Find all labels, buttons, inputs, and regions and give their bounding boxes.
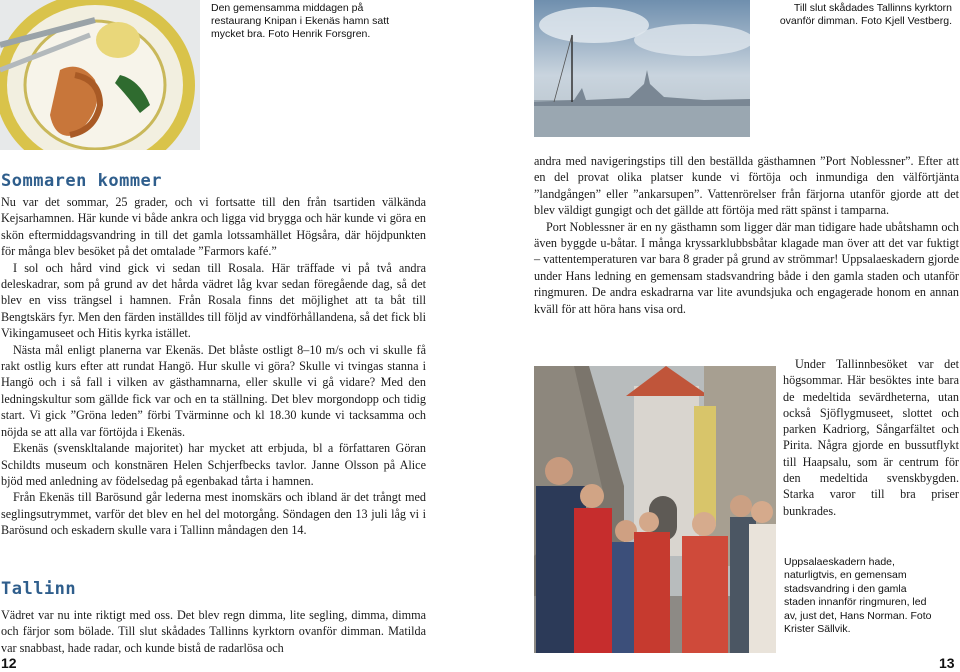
skyline-caption: Till slut skådades Tallinns kyrktorn ovanför dimman. Foto Kjell Vestberg. — [779, 2, 952, 27]
food-photo-illustration — [0, 0, 200, 150]
paragraph: Från Ekenäs till Barösund går lederna mest inomskärs och ibland är det trångt med seglingsutrymmet, varför det blev en hel del motorgång. Söndagen den 13 juli låg vi i Barösund och eskadern skulle vara i Tallinn måndagen den 14. — [1, 490, 426, 538]
heading-tallinn: Tallinn — [1, 579, 77, 599]
skyline-illustration — [534, 0, 750, 137]
group-photo — [534, 366, 776, 653]
paragraph: andra med navigeringstips till den beställda gästhamnen ”Port Noblessner”. Efter att en del provat olika platser kunde vi förtöja och inmundiga den välförtjänta ”landgången” eller ”ankarsupen”. Vattenrörelser från färjorna utanför gjorde att det blev väldigt gungigt och det gällde att förtöja med rätt spänst i tamparna. — [534, 154, 959, 218]
paragraph: Nu var det sommar, 25 grader, och vi fortsatte till den från tsartiden välkända Kejsarhamnen. Här kunde vi både ankra och ligga vid brygga och här kunde vi göra en skön eftermiddagsvandring in till det gamla lotssamhället Högsåra, där höjdpunkten för många blev besöket på det omtalade ”Farmors kafé.” — [1, 195, 426, 259]
page-number-right: 13 — [939, 655, 955, 671]
group-photo-illustration — [534, 366, 776, 653]
food-photo — [0, 0, 200, 150]
paragraph: I sol och hård vind gick vi sedan till Rosala. Här träffade vi på två andra deleskadrar, som på grund av det hårda vädret låg kvar sedan föregående dag, så det blev en viss trängsel i hamnen. Från Rosala finns det möjlighet att ta båt till Bengtskärs fyr. Men den färden inställdes till följd av vindförhållandena, så det fick bli Vikingamuseet och Hitis kyrka istället. — [1, 260, 426, 341]
paragraph: Under Tallinnbesöket var det högsommar. Här besöktes inte bara de medeltida sevärdheterna, utan också Sjöflygmuseet, slottet och parken Kadriorg, Sångarfältet och Pirita. Några gjorde en bussutflykt till Haapsalu, som är centrum för den medeltida svenskbygden. Starka varor till bra priser bunkrades. — [783, 357, 959, 518]
paragraph: Ekenäs (svenskltalande majoritet) har mycket att erbjuda, bl a författaren Göran Schildts museum och konstnären Helen Schjerfbecks tavlor. Janne Olsson på Alice bjöd med anledning av födelsedag på egenbakad tårta i hamnen. — [1, 441, 426, 488]
aside-text — [783, 356, 959, 519]
group-photo-caption: Uppsalaeskadern hade, naturligtvis, en gemensam stadsvandring i den gamla staden innanför ringmuren, led av, just det, Hans Norman. Foto Krister Sällvik. — [784, 556, 932, 636]
page-number-left: 12 — [1, 655, 17, 671]
tallinn-skyline-photo — [534, 0, 750, 137]
paragraph: Nästa mål enligt planerna var Ekenäs. Det blåste ostligt 8–10 m/s och vi skulle få rakt ostlig kurs efter att rundat Hangö. Hur skulle vi göra? Skulle vi tvingas stanna i Hangö och i så fall i vilken av gästhamnarna, eller skulle vi gå vidare? Med den ledningskultur som gällde fick var och en ta ställning. Det blev morgondopp och tidig start. Vi gick ”Gröna leden” förbi Tvärminne och kl 18.30 kunde vi tacksamma och nöjda se att alla var förtöjda i Ekenäs. — [1, 342, 426, 439]
left-summer-text — [1, 194, 426, 539]
paragraph: Vädret var nu inte riktigt med oss. Det blev regn dimma, lite segling, dimma, dimma och färjor som bölade. Till slut skådades Tallinns kyrktorn ovanför dimman. Matilda var snabbast, hade radar, och kunde bistå de radarlösa och — [1, 608, 426, 655]
food-photo-caption: Den gemensamma middagen på restaurang Knipan i Ekenäs hamn satt mycket bra. Foto Henrik Forsgren. — [211, 2, 390, 40]
left-tallinn-text — [1, 607, 426, 656]
heading-summer: Sommaren kommer — [1, 171, 163, 191]
paragraph: Port Noblessner är en ny gästhamn som ligger där man tidigare hade ubåtshamn och även byggde u-båtar. I många kryssarklubbsbåtar klagade man över att det var fuktigt – vattentemperaturen var bara 8 grader på grund av strömmar! Uppsalaeskadern gjorde under Hans ledning en gemensam stadsvandring både i den gamla staden och utanför ringmuren. De andra eskadrarna var lite avundsjuka och engagerade honom en annan kväll för att höra hans visa ord. — [534, 219, 959, 316]
right-main-text — [534, 153, 959, 317]
